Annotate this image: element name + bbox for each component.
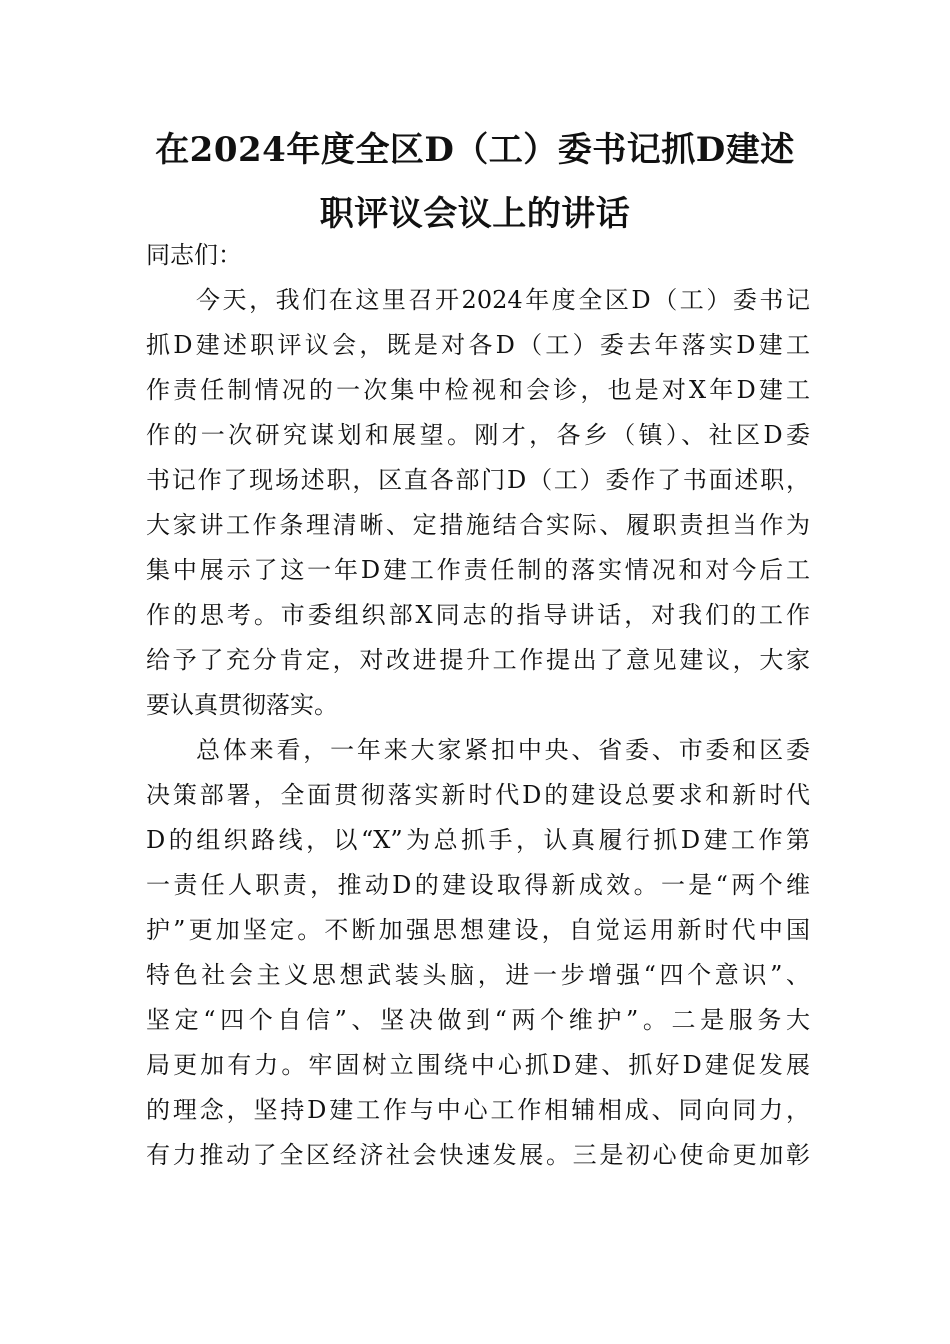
title-line-2: 职评议会议上的讲话 bbox=[319, 194, 631, 234]
paragraph-line: 作责任制情况的一次集中检视和会诊，也是对X年D建工 bbox=[146, 376, 810, 404]
paragraph-line: 的理念，坚持D建工作与中心工作相辅相成、同向同力， bbox=[146, 1096, 810, 1124]
paragraph-line: 作的一次研究谋划和展望。刚才，各乡（镇）、社区D委 bbox=[146, 421, 810, 449]
paragraph-line: 大家讲工作条理清晰、定措施结合实际、履职责担当作为 bbox=[146, 511, 810, 539]
salutation: 同志们： bbox=[146, 241, 242, 269]
paragraph-line: 今天，我们在这里召开2024年度全区D（工）委书记 bbox=[196, 286, 810, 314]
paragraph-line: 决策部署，全面贯彻落实新时代D的建设总要求和新时代 bbox=[146, 781, 810, 809]
paragraph-line: 总体来看，一年来大家紧扣中央、省委、市委和区委 bbox=[196, 736, 810, 764]
title-line-1: 在2024年度全区D（工）委书记抓D建述 bbox=[155, 130, 795, 170]
paragraph-line: 书记作了现场述职，区直各部门D（工）委作了书面述职， bbox=[146, 466, 810, 494]
paragraph-line: 护”更加坚定。不断加强思想建设，自觉运用新时代中国 bbox=[146, 916, 810, 944]
paragraph-line: 坚定“四个自信”、坚决做到“两个维护”。二是服务大 bbox=[146, 1006, 810, 1034]
paragraph-line: 作的思考。市委组织部X同志的指导讲话，对我们的工作 bbox=[146, 601, 810, 629]
paragraph-1 bbox=[146, 278, 810, 728]
document-body bbox=[146, 233, 810, 1178]
paragraph-line: 抓D建述职评议会，既是对各D（工）委去年落实D建工 bbox=[146, 331, 810, 359]
paragraph-line: 一责任人职责，推动D的建设取得新成效。一是“两个维 bbox=[146, 871, 810, 899]
paragraph-line: 要认真贯彻落实。 bbox=[146, 691, 338, 719]
paragraph-line: 局更加有力。牢固树立围绕中心抓D建、抓好D建促发展 bbox=[146, 1051, 810, 1079]
paragraph-line: 集中展示了这一年D建工作责任制的落实情况和对今后工 bbox=[146, 556, 810, 584]
paragraph-line: D的组织路线，以“X”为总抓手，认真履行抓D建工作第 bbox=[146, 826, 810, 854]
paragraph-line: 给予了充分肯定，对改进提升工作提出了意见建议，大家 bbox=[146, 646, 810, 674]
paragraph-2 bbox=[146, 728, 810, 1178]
paragraph-line: 有力推动了全区经济社会快速发展。三是初心使命更加彰 bbox=[146, 1141, 810, 1169]
paragraph-line: 特色社会主义思想武装头脑，进一步增强“四个意识”、 bbox=[146, 961, 810, 989]
document-title bbox=[120, 118, 830, 246]
